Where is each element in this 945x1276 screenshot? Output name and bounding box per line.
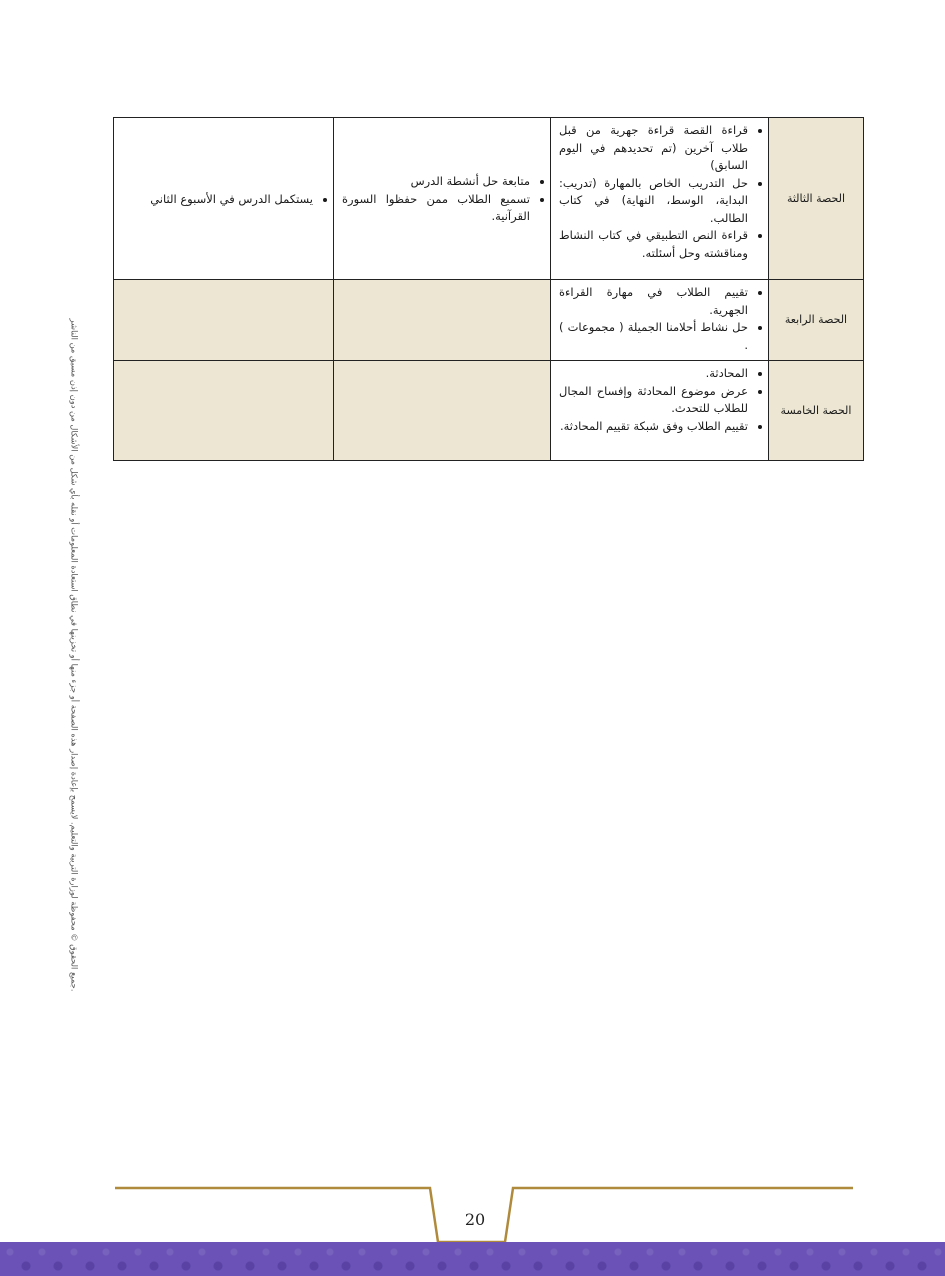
list-item: • تسميع الطلاب ممن حفظوا السورة القرآنية. <box>342 191 530 226</box>
list-item: • تقييم الطلاب في مهارة القراءة الجهرية. <box>559 284 748 319</box>
session-cell: الحصة الثالثة <box>769 118 864 280</box>
copyright-text: جميع الحقوق © محفوظة لوزارة التربية والتعليم. لايسمح بإعادة إصدار هذه الصفحة أو جزء منها أو تخزينها في نطاق استعادة المعلومات أو نقله بأي شكل من الأشكال من دون إذن مسبق من الناشر. <box>69 318 80 992</box>
list-item: • قراءة القصة قراءة جهرية من قبل طلاب آخرين (تم تحديدهم في اليوم السابق) <box>559 122 748 175</box>
session-cell: الحصة الرابعة <box>769 280 864 361</box>
list-item: • حل التدريب الخاص بالمهارة (تدريب: البداية، الوسط، النهاية) في كتاب الطالب. <box>559 175 748 228</box>
list-item: • عرض موضوع المحادثة وإفساح المجال للطلاب للتحدث. <box>559 383 748 418</box>
list-item: • يستكمل الدرس في الأسبوع الثاني <box>122 191 313 209</box>
list-item: • المحادثة. <box>559 365 748 383</box>
decorative-footer-band <box>0 1242 945 1276</box>
page-number: 20 <box>464 1210 486 1229</box>
list-item: • متابعة حل أنشطة الدرس <box>342 173 530 191</box>
list-item: • حل نشاط أحلامنا الجميلة ( مجموعات ) . <box>559 319 748 354</box>
list-item: • قراءة النص التطبيقي في كتاب النشاط ومناقشته وحل أسئلته. <box>559 227 748 262</box>
session-cell: الحصة الخامسة <box>769 361 864 461</box>
list-item: • تقييم الطلاب وفق شبكة تقييم المحادثة. <box>559 418 748 436</box>
